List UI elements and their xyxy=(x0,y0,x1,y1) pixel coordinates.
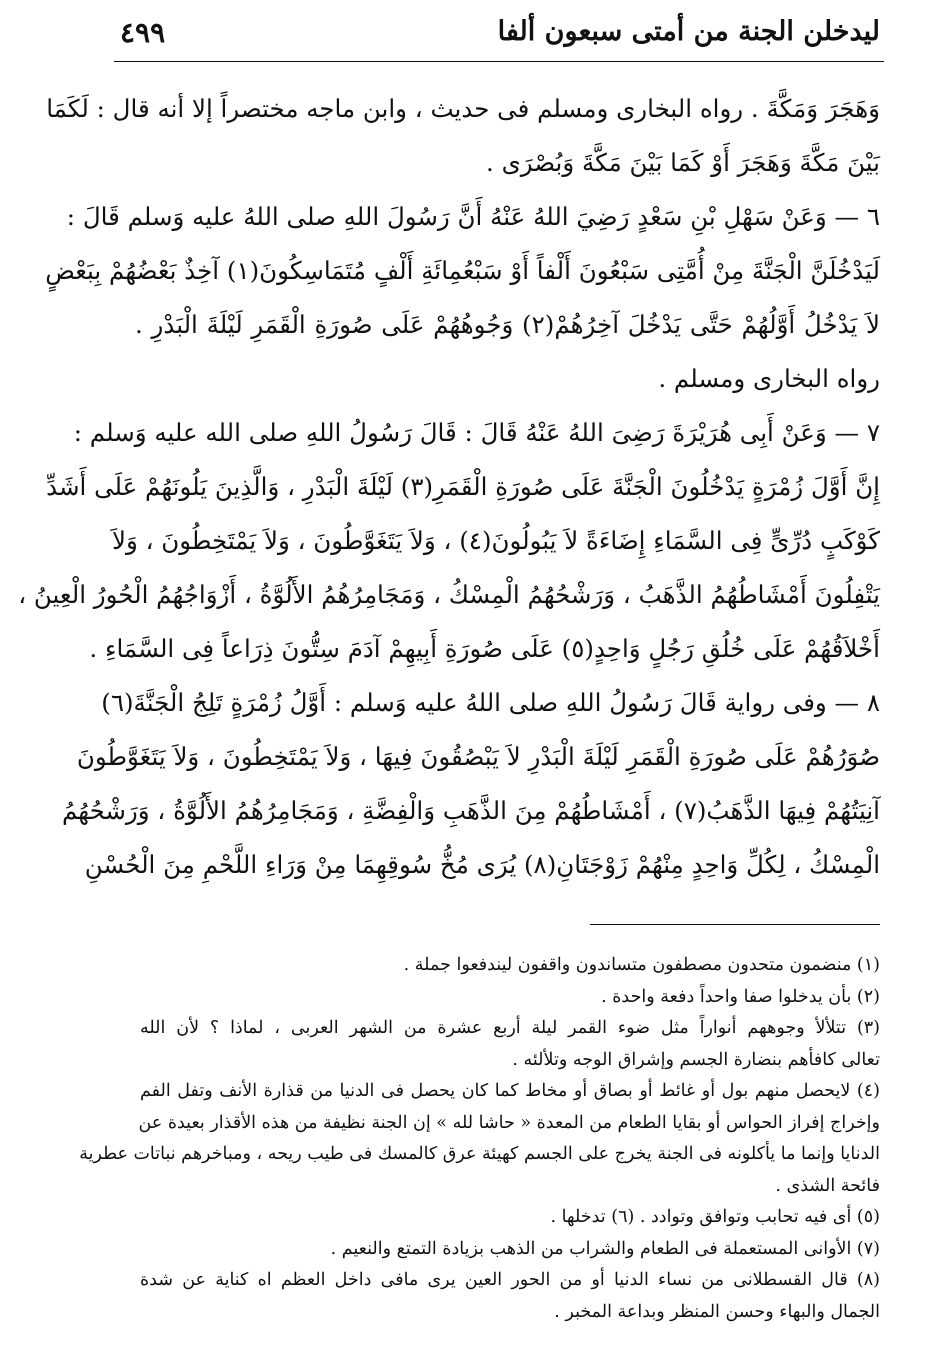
footnote-line: (٤) لايحصل منهم بول أو غائط أو بصاق أو مخاط كما كان يحصل فى الدنيا من قذارة الأنف وتفل الفم xyxy=(140,1081,880,1101)
text-line: ٧ — وَعَنْ أَبِى هُرَيْرَةَ رَضِىَ اللهُ عَنْهُ قَالَ : قَالَ رَسُولُ اللهِ صلى الله عليه وَسلم : xyxy=(73,418,880,447)
footnotes xyxy=(79,950,880,1328)
text-line: صُوَرُهُمْ عَلَى صُورَةِ الْقَمَرِ لَيْلَةَ الْبَدْرِ لاَ يَبْصُقُونَ فِيهَا ، وَلاَ يَمْتَخِطُونَ ، وَلاَ يَتَغَوَّطُونَ xyxy=(76,742,880,771)
text-line: آنِيَتُهُمْ فِيهَا الذَّهَبُ(٧) ، أَمْشَاطُهُمْ مِنَ الذَّهَبِ وَالْفِضَّةِ ، وَمَجَامِرُهُمُ الأَلُوَّةُ ، وَرَشْحُهُمُ xyxy=(61,796,880,825)
text-line: كَوْكَبٍ دُرِّىٍّ فِى السَّمَاءِ إِضَاءَةً لاَ يَبُولُونَ(٤) ، وَلاَ يَتَغَوَّطُونَ ، وَلاَ يَمْتَخِطُونَ ، وَلاَ xyxy=(112,526,880,555)
footnote-line: (٢) بأن يدخلوا صفا واحداً دفعة واحدة . xyxy=(601,986,880,1007)
page-number: ٤٩٩ xyxy=(120,16,166,49)
footnote-line: (٧) الأوانى المستعملة فى الطعام والشراب من الذهب بزيادة التمتع والنعيم . xyxy=(330,1238,880,1259)
running-title: ليدخلن الجنة من أمتى سبعون ألفا xyxy=(497,16,880,47)
footnote-line: تعالى كافأهم بنضارة الجسم وإشراق الوجه وتلألئه . xyxy=(512,1049,880,1070)
footnote-line: (٣) تتلألأ وجوههم أنواراً مثل ضوء القمر ليلة أربع عشرة من الشهر العربى ، لماذا ؟ لأن الله xyxy=(140,1018,880,1038)
footnote-line: فائحة الشذى . xyxy=(775,1175,880,1196)
footnote-line: وإخراج إفراز الحواس أو بقايا الطعام من المعدة « حاشا لله » إن الجنة نظيفة من هذه الأقذار بعيدة عن xyxy=(138,1112,880,1133)
hadith-text xyxy=(18,82,880,892)
text-line: وَهَجَرَ وَمَكَّةَ . رواه البخارى ومسلم فى حديث ، وابن ماجه مختصراً إلا أنه قال : لَكَمَا xyxy=(46,94,880,123)
text-line: لَيَدْخُلَنَّ الْجَنَّةَ مِنْ أُمَّتِى سَبْعُونَ أَلْفاً أَوْ سَبْعُمِائَةِ أَلْفٍ مُتَمَاسِكُونَ(١) آخِذٌ بَعْضُهُمْ بِبَعْضٍ xyxy=(45,256,880,285)
footnote-line: (١) منضمون متحدون مصطفون متساندون واقفون ليندفعوا جملة . xyxy=(403,955,880,975)
text-line: ٦ — وَعَنْ سَهْلِ بْنِ سَعْدٍ رَضِيَ اللهُ عَنْهُ أَنَّ رَسُولَ اللهِ صلى اللهُ عليه وَسلم قَالَ : xyxy=(66,202,880,231)
running-header xyxy=(120,10,880,54)
footnote-line: الدنايا وإنما ما يأكلونه فى الجنة يخرج على الجسم كهيئة عرق كالمسك فى طيب ريحه ، ومباخرهم نباتات عطرية xyxy=(79,1144,880,1164)
footnote-line: الجمال والبهاء وحسن المنظر وبداعة المخبر . xyxy=(554,1301,880,1322)
text-line: إِنَّ أَوَّلَ زُمْرَةٍ يَدْخُلُونَ الْجَنَّةَ عَلَى صُورَةِ الْقَمَرِ(٣) لَيْلَةَ الْبَدْرِ ، وَالَّذِينَ يَلُونَهُمْ عَلَى أَشَدِّ xyxy=(46,472,880,501)
text-line: الْمِسْكُ ، لِكُلِّ وَاحِدٍ مِنْهُمْ زَوْجَتَانِ(٨) يُرَى مُخُّ سُوقِهِمَا مِنْ وَرَاءِ اللَّحْمِ مِنَ الْحُسْنِ xyxy=(84,850,880,879)
header-rule xyxy=(114,61,884,62)
text-line: رواه البخارى ومسلم . xyxy=(658,364,880,393)
text-line: يَتْفِلُونَ أَمْشَاطُهُمُ الذَّهَبُ ، وَرَشْحُهُمُ الْمِسْكُ ، وَمَجَامِرُهُمُ الأَلُوَّةُ ، أَزْوَاجُهُمُ الْحُورُ الْعِينُ ، xyxy=(18,580,880,609)
text-line: لاَ يَدْخُلُ أَوَّلُهُمْ حَتَّى يَدْخُلَ آخِرُهُمْ(٢) وَجُوهُهُمْ عَلَى صُورَةِ الْقَمَرِ لَيْلَةَ الْبَدْرِ . xyxy=(135,310,880,339)
text-line: أَخْلاَقُهُمْ عَلَى خُلُقِ رَجُلٍ وَاحِدٍ(٥) عَلَى صُورَةِ أَبِيهِمْ آدَمَ سِتُّونَ ذِرَاعاً فِى السَّمَاءِ . xyxy=(89,634,880,663)
text-line: ٨ — وفى رواية قَالَ رَسُولُ اللهِ صلى اللهُ عليه وَسلم : أَوَّلُ زُمْرَةٍ تَلِجُ الْجَنَّةَ(٦) xyxy=(101,688,880,717)
footnote-line: (٥) أى فيه تحابب وتوافق وتوادد . (٦) تدخلها . xyxy=(550,1207,880,1227)
text-line: بَيْنَ مَكَّةَ وَهَجَرَ أَوْ كَمَا بَيْنَ مَكَّةَ وَبُصْرَى . xyxy=(486,148,880,177)
footnote-line: (٨) قال القسطلانى من نساء الدنيا أو من الحور العين يرى مافى داخل العظم اه كناية عن شدة xyxy=(140,1270,880,1290)
footnote-separator xyxy=(590,924,880,925)
